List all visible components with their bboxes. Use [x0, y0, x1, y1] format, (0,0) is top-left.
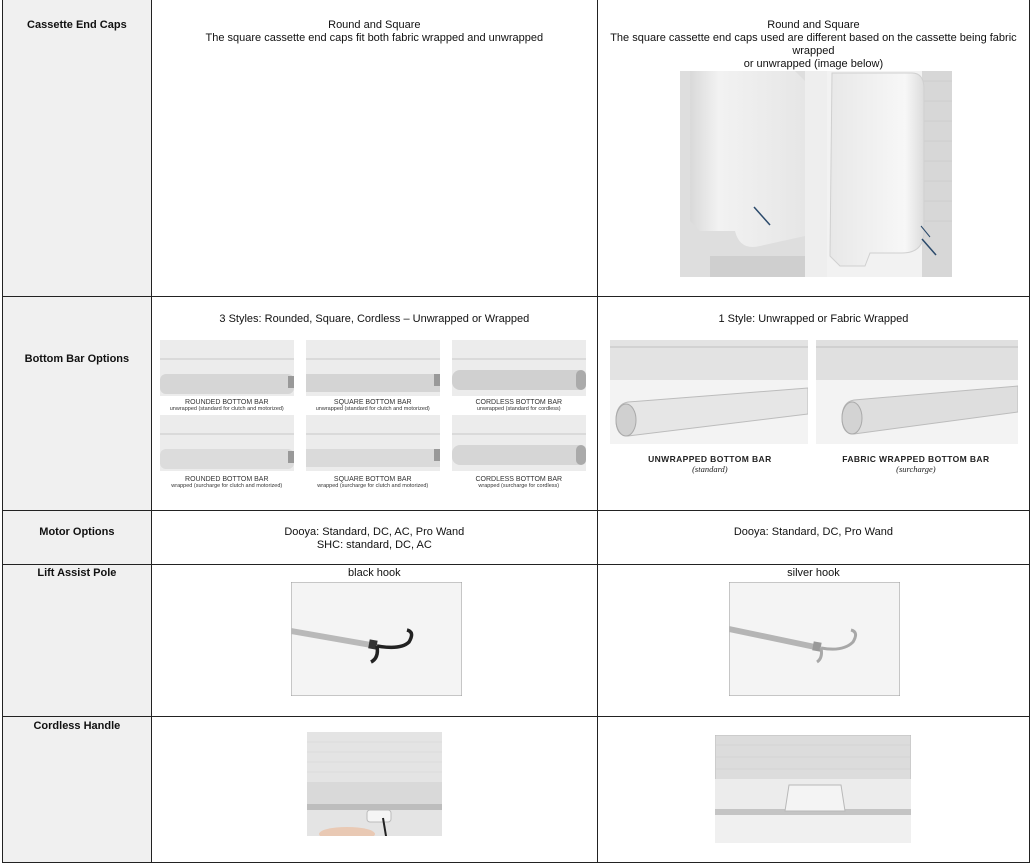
- cell-line2: The square cassette end caps fit both fabric wrapped and unwrapped: [205, 32, 544, 44]
- rounded-wrapped-photo: [160, 415, 294, 471]
- tile-sub: (surcharge): [896, 464, 936, 474]
- square-unwrapped-photo: [306, 340, 440, 396]
- row-label: Motor Options: [39, 526, 115, 538]
- row-cassette-end-caps: [3, 0, 1030, 297]
- row-cordless-handle: [3, 717, 1030, 863]
- cordless-wrapped-photo: [452, 415, 586, 471]
- cell-title: 3 Styles: Rounded, Square, Cordless – Unwrapped or Wrapped: [219, 313, 530, 325]
- cell-line1: Round and Square: [328, 19, 421, 31]
- cordless-unwrapped-photo: [452, 340, 586, 396]
- cell-line1: Dooya: Standard, DC, AC, Pro Wand: [284, 526, 465, 538]
- tile-sub: (standard): [692, 464, 728, 474]
- cell-line1: Dooya: Standard, DC, Pro Wand: [733, 526, 894, 538]
- cell-line3: or unwrapped (image below): [743, 58, 884, 70]
- cell-line1: silver hook: [787, 567, 840, 579]
- rounded-unwrapped-photo: [160, 340, 294, 396]
- cell-line1: black hook: [348, 567, 401, 579]
- tile-sub: wrapped (surcharge for cordless): [478, 483, 560, 489]
- row-label: Cordless Handle: [33, 720, 121, 732]
- cordless-handle-photo-2: [715, 735, 911, 843]
- square-wrapped-photo: [306, 415, 440, 471]
- cell-title: 1 Style: Unwrapped or Fabric Wrapped: [718, 313, 909, 325]
- cell-line2: The square cassette end caps used are different based on the cassette being fabric wrapped: [610, 32, 1017, 57]
- cell-line1: Round and Square: [767, 19, 860, 31]
- row-label: Lift Assist Pole: [37, 567, 117, 579]
- tile-name: SQUARE BOTTOM BAR: [333, 399, 412, 406]
- tile-sub: wrapped (surcharge for clutch and motorized): [317, 483, 429, 489]
- cordless-handle-photo-1: [307, 732, 442, 842]
- tile-sub: unwrapped (standard for clutch and motorized): [315, 406, 430, 412]
- black-hook-photo: [291, 582, 462, 696]
- tile-sub: unwrapped (standard for cordless): [476, 406, 561, 412]
- row-lift-assist-pole: [3, 565, 1030, 717]
- end-caps-photo: [680, 71, 952, 277]
- comparison-table: [2, 0, 1030, 863]
- tile-sub: unwrapped (standard for clutch and motorized): [169, 406, 284, 412]
- row-bottom-bar-options: [3, 297, 1030, 511]
- tile-sub: wrapped (surcharge for clutch and motorized): [171, 483, 283, 489]
- tile-name: ROUNDED BOTTOM BAR: [185, 476, 269, 483]
- tile-name: SQUARE BOTTOM BAR: [333, 476, 412, 483]
- tile-name: ROUNDED BOTTOM BAR: [185, 399, 269, 406]
- fabric-wrapped-bottom-bar-photo: [816, 340, 1018, 444]
- row-label: Cassette End Caps: [27, 19, 127, 31]
- unwrapped-bottom-bar-photo: [610, 340, 808, 444]
- silver-hook-photo: [729, 582, 900, 696]
- row-motor-options: [3, 511, 1030, 565]
- cell-line2: SHC: standard, DC, AC: [316, 539, 432, 551]
- tile-name: CORDLESS BOTTOM BAR: [475, 476, 563, 483]
- tile-name: CORDLESS BOTTOM BAR: [475, 399, 563, 406]
- tile-name: FABRIC WRAPPED BOTTOM BAR: [842, 454, 990, 464]
- row-label: Bottom Bar Options: [24, 353, 130, 365]
- tile-name: UNWRAPPED BOTTOM BAR: [648, 454, 772, 464]
